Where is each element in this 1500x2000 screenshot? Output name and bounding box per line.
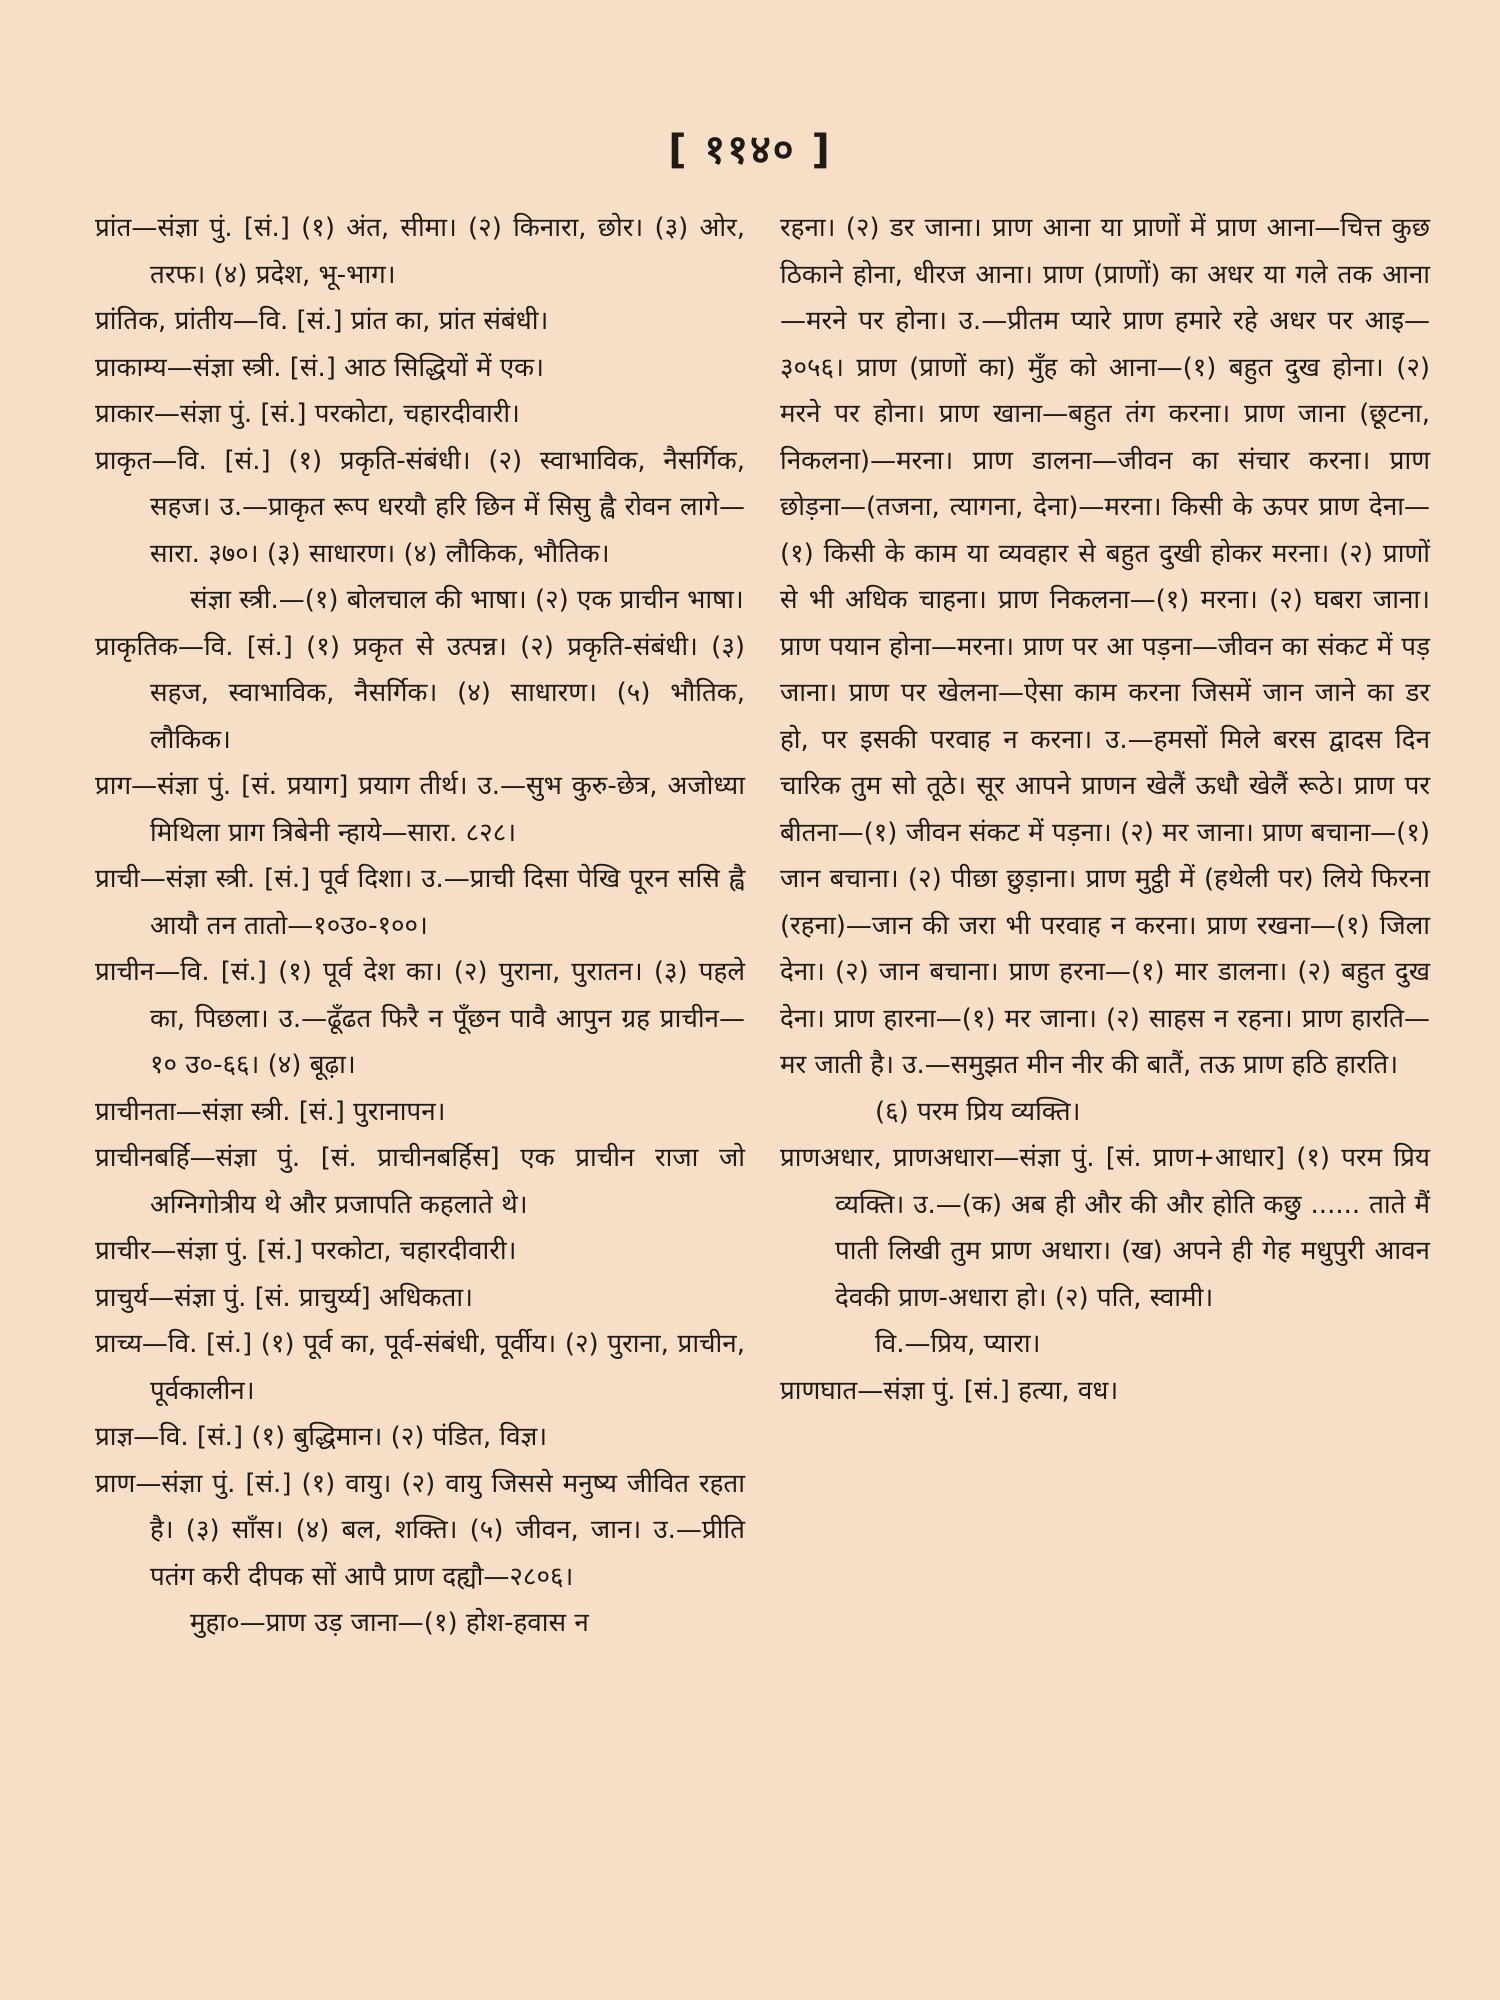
headword: प्राचीनता— — [95, 1096, 202, 1127]
headword: प्रांत— — [95, 213, 158, 243]
definition: संज्ञा स्त्री. [सं.] पूर्व दिशा। उ.—प्राची दिसा पेखि पूरन ससि ह्वै आयौ तन तातो—१०उ०-१००। — [150, 864, 745, 941]
headword: प्राज्ञ— — [95, 1422, 160, 1452]
definition: वि. [सं.] (१) बुद्धिमान। (२) पंडित, विज्ञ। — [159, 1422, 548, 1452]
dictionary-entry — [95, 1414, 745, 1461]
headword: प्राचीनबर्हि— — [95, 1143, 216, 1173]
headword: प्राग— — [95, 771, 158, 801]
definition: संज्ञा पुं. [सं. प्राचीनबर्हिस] एक प्राचीन राजा जो अग्निगोत्रीय थे और प्रजापति कहलाते थे। — [150, 1143, 745, 1220]
dictionary-entry — [95, 298, 745, 345]
headword: प्राणघात— — [780, 1375, 884, 1406]
headword: प्राकृत— — [95, 445, 178, 476]
dictionary-entry — [95, 1089, 745, 1136]
headword: प्रांतिक, प्रांतीय— — [95, 306, 259, 336]
headword: प्राकृतिक— — [95, 631, 205, 662]
headword: प्राची— — [95, 864, 166, 894]
sub-definition: संज्ञा स्त्री.—(१) बोलचाल की भाषा। (२) एक प्राचीन भाषा। — [190, 585, 744, 615]
sub-definition: वि.—प्रिय, प्यारा। — [875, 1329, 1041, 1359]
right-column — [780, 205, 1430, 1414]
headword: प्राचीर— — [95, 1236, 177, 1266]
definition: संज्ञा पुं. [सं. प्राण+आधार] (१) परम प्रिय व्यक्ति। उ.—(क) अब ही और की और होति कछु ...... ताते मैं पाती लिखी तुम प्राण अधारा। (ख) अपने ही गेह मधुपुरी आवन देवकी प्राण-अधारा हो। (२) पति, स्वामी। — [835, 1143, 1430, 1313]
dictionary-entry — [95, 949, 745, 1089]
definition: वि. [सं.] (१) पूर्व देश का। (२) पुराना, पुरातन। (३) पहले का, पिछला। उ.—ढूँढत फिरै न पूँछन पावै आपुन ग्रह प्राचीन—१० उ०-६६। (४) बूढ़ा। — [150, 957, 745, 1080]
dictionary-entry — [780, 1368, 1430, 1415]
headword: प्राचीन— — [95, 957, 181, 987]
definition: वि. [सं.] (१) पूर्व का, पूर्व-संबंधी, पूर्वीय। (२) पुराना, प्राचीन, पूर्वकालीन। — [150, 1329, 745, 1406]
headword: प्राकार— — [95, 399, 180, 429]
dictionary-entry — [95, 1135, 745, 1228]
sub-definition: (६) परम प्रिय व्यक्ति। — [875, 1096, 1081, 1127]
dictionary-entry — [95, 205, 745, 298]
headword: प्राण— — [95, 1468, 162, 1499]
definition: वि. [सं.] प्रांत का, प्रांत संबंधी। — [258, 306, 549, 336]
dictionary-entry — [95, 1321, 745, 1414]
headword: प्राकाम्य— — [95, 352, 193, 383]
dictionary-entry — [95, 438, 745, 578]
headword: प्राच्य— — [95, 1329, 168, 1359]
definition: संज्ञा पुं. [सं. प्रयाग] प्रयाग तीर्थ। उ.—सुभ कुरु-छेत्र, अजोध्या मिथिला प्राग त्रिबेनी न्हाये—सारा. ८२८। — [150, 771, 745, 848]
dictionary-entry — [95, 1228, 745, 1275]
definition: संज्ञा पुं. [सं.] (१) अंत, सीमा। (२) किनारा, छोर। (३) ओर, तरफ। (४) प्रदेश, भू-भाग। — [150, 213, 745, 290]
headword: प्राणअधार, प्राणअधारा— — [780, 1143, 1020, 1173]
definition: संज्ञा स्त्री. [सं.] पुरानापन। — [201, 1096, 446, 1127]
dictionary-entry — [95, 1275, 745, 1322]
dictionary-entry — [95, 624, 745, 764]
definition: संज्ञा स्त्री. [सं.] आठ सिद्धियों में एक। — [192, 352, 544, 383]
definition: संज्ञा पुं. [सं. प्राचुर्य्य] अधिकता। — [174, 1282, 473, 1313]
definition: संज्ञा पुं. [सं.] (१) वायु। (२) वायु जिससे मनुष्य जीवित रहता है। (३) साँस। (४) बल, शक्ति। (५) जीवन, जान। उ.—प्रीति पतंग करी दीपक सों आपै प्राण दह्यौ—२८०६। — [150, 1468, 745, 1592]
continued-text: रहना। (२) डर जाना। प्राण आना या प्राणों में प्राण आना—चित्त कुछ ठिकाने होना, धीरज आना। प्राण (प्राणों) का अधर या गले तक आना—मरने पर होना। उ.—प्रीतम प्यारे प्राण हमारे रहे अधर पर आइ—३०५६। प्राण (प्राणों का) मुँह को आना—(१) बहुत दुख होना। (२) मरने पर होना। प्राण खाना—बहुत तंग करना। प्राण जाना (छूटना, निकलना)—मरना। प्राण डालना—जीवन का संचार करना। प्राण छोड़ना—(तजना, त्यागना, देना)—मरना। किसी के ऊपर प्राण देना—(१) किसी के काम या व्यवहार से बहुत दुखी होकर मरना। (२) प्राणों से भी अधिक चाहना। प्राण निकलना—(१) मरना। (२) घबरा जाना। प्राण पयान होना—मरना। प्राण पर आ पड़ना—जीवन का संकट में पड़ जाना। प्राण पर खेलना—ऐसा काम करना जिसमें जान जाने का डर हो, पर इसकी परवाह न करना। उ.—हमसों मिले बरस द्वादस दिन चारिक तुम सो तूठे। सूर आपने प्राणन खेलैं ऊधौ खेलैं रूठे। प्राण पर बीतना—(१) जीवन संकट में पड़ना। (२) मर जाना। प्राण बचाना—(१) जान बचाना। (२) पीछा छुड़ाना। प्राण मुट्ठी में (हथेली पर) लिये फिरना (रहना)—जान की जरा भी परवाह न करना। प्राण रखना—(१) जिला देना। (२) जान बचाना। प्राण हरना—(१) मार डालना। (२) बहुत दुख देना। प्राण हारना—(१) मर जाना। (२) साहस न रहना। प्राण हारति—मर जाती है। उ.—समुझत मीन नीर की बातैं, तऊ प्राण हठि हारति। — [780, 213, 1430, 1080]
definition: संज्ञा पुं. [सं.] परकोटा, चहारदीवारी। — [179, 399, 520, 429]
dictionary-entry — [95, 763, 745, 856]
definition: संज्ञा पुं. [सं.] परकोटा, चहारदीवारी। — [176, 1236, 517, 1266]
page-number: [ ११४० ] — [668, 127, 832, 173]
headword: प्राचुर्य— — [95, 1282, 175, 1313]
definition: संज्ञा पुं. [सं.] हत्या, वध। — [883, 1375, 1119, 1406]
definition: वि. [सं.] (१) प्रकृत से उत्पन्न। (२) प्रकृति-संबंधी। (३) सहज, स्वाभाविक, नैसर्गिक। (४) साधारण। (५) भौतिक, लौकिक। — [150, 631, 745, 755]
dictionary-entry — [95, 1461, 745, 1601]
dictionary-entry — [95, 391, 745, 438]
dictionary-entry — [780, 1135, 1430, 1321]
definition: वि. [सं.] (१) प्रकृति-संबंधी। (२) स्वाभाविक, नैसर्गिक, सहज। उ.—प्राकृत रूप धरयौ हरि छिन में सिसु ह्वै रोवन लागे—सारा. ३७०। (३) साधारण। (४) लौकिक, भौतिक। — [150, 445, 745, 569]
dictionary-entry — [95, 856, 745, 949]
idiom-block: मुहा०—प्राण उड़ जाना—(१) होश-हवास न — [190, 1608, 589, 1638]
dictionary-entry — [95, 345, 745, 392]
left-column — [95, 205, 745, 1647]
